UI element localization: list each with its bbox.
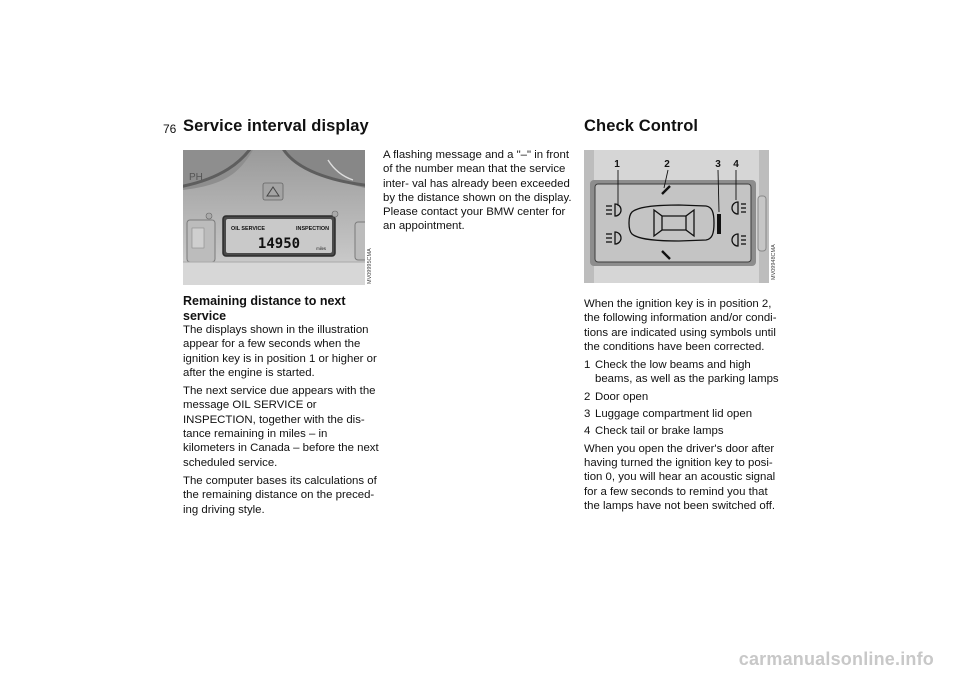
check-control-outro: When you open the driver's door after having turned the ignition key to posi- tion 0, you will hear an acoustic signal for a few seconds to remind you that the lamps have not been switched off.: [584, 442, 776, 512]
check-control-intro: When the ignition key is in position 2, the following information and/or condi- tions are indicated using symbols until the conditions have been corrected.: [584, 298, 777, 353]
list-item-number: 1: [584, 359, 591, 372]
inspection-label: INSPECTION: [296, 226, 329, 232]
list-item: [584, 390, 782, 404]
flashing-message-paragraph: A flashing message and a "–" in front of the number mean that the service inter- val has already been exceeded by the distance shown on the display. Please contact your BMW center for an appointment.: [383, 149, 572, 233]
callout-4: 4: [733, 159, 739, 170]
check-control-column: [584, 297, 782, 517]
list-item-number: 3: [584, 408, 591, 421]
service-interval-column: [183, 294, 381, 521]
distance-reading: 14950: [257, 236, 301, 252]
site-watermark: carmanualsonline.info: [738, 649, 934, 669]
list-item: [584, 424, 782, 438]
list-item-text: Door open: [595, 390, 649, 403]
service-interval-illustration: [183, 150, 365, 285]
service-paragraph: The displays shown in the illustration appear for a few seconds when the ignition key is in position 1 or higher or after the engine is started.: [183, 324, 377, 379]
flashing-message-note: [383, 148, 581, 238]
section-title-service-interval: Service interval display: [183, 117, 369, 135]
svg-text:PH: PH: [189, 172, 203, 183]
illustration-code-check-control: MV09948CMA: [771, 244, 777, 280]
service-paragraph: The computer bases its calculations of the remaining distance on the preced- ing driving style.: [183, 474, 377, 516]
page-number: 76: [163, 122, 177, 136]
section-title-check-control: Check Control: [584, 117, 699, 135]
callout-3: 3: [715, 159, 721, 170]
list-item: [584, 407, 782, 421]
illustration-code-service: MV09995CMA: [367, 248, 373, 284]
list-item-number: 2: [584, 390, 591, 403]
service-paragraph: The next service due appears with the message OIL SERVICE or INSPECTION, together with the dis- tance remaining in miles – in kilometers in Canada – before the next scheduled service.: [183, 385, 379, 469]
callout-1: 1: [614, 159, 620, 170]
oil-service-label: OIL SERVICE: [231, 226, 265, 232]
list-item-text: Check the low beams and high beams, as well as the parking lamps: [595, 359, 779, 386]
check-control-illustration: [584, 150, 769, 283]
distance-unit: miles: [316, 246, 326, 251]
callout-2: 2: [664, 159, 670, 170]
list-item-text: Check tail or brake lamps: [595, 425, 724, 438]
list-item-text: Luggage compartment lid open: [595, 408, 753, 421]
remaining-distance-heading: Remaining distance to next service: [183, 294, 346, 323]
list-item: [584, 358, 782, 387]
list-item-number: 4: [584, 425, 591, 438]
